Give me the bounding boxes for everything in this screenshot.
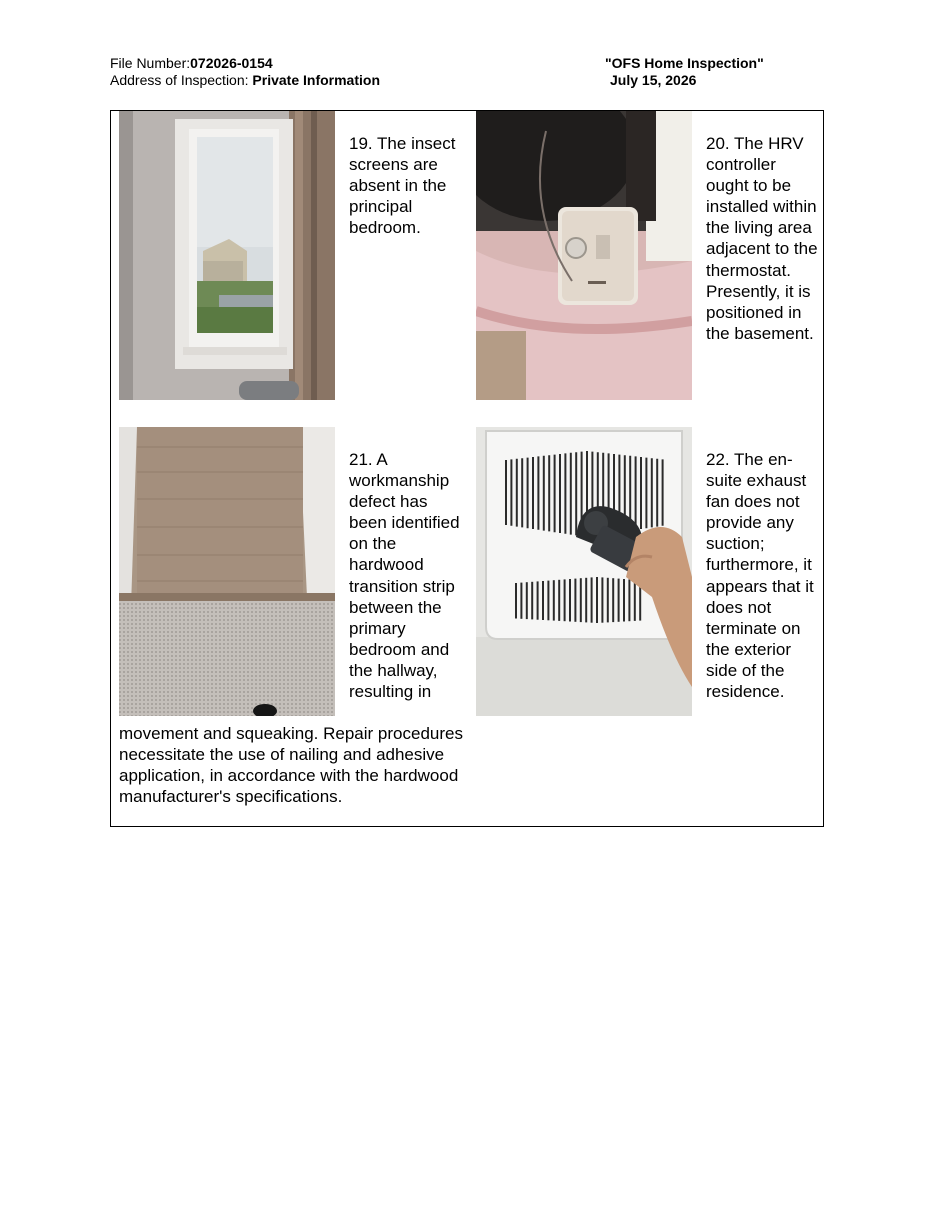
photo-window-bedroom: [119, 111, 335, 400]
finding-20-caption: 20. The HRV controller ought to be installed within the living area adjacent to the thermostat. Presently, it is positioned in the basement.: [706, 134, 818, 343]
finding-21-caption: 21. A workmanship defect has been identified on the hardwood transition strip between the primary bedroom and the hallway, resulting in: [349, 450, 460, 702]
address-label: Address of Inspection:: [110, 72, 253, 88]
address-line: [110, 72, 380, 89]
header-file-info: [110, 55, 380, 89]
photo-hrv-controller: [476, 111, 692, 400]
photo-exhaust-fan: [476, 427, 692, 716]
address: Private Information: [252, 72, 381, 88]
photo-hardwood-transition: [119, 427, 335, 716]
inspection-date: July 15, 2026: [610, 72, 697, 88]
finding-21-caption-continued: movement and squeaking. Repair procedures necessitate the use of nailing and adhesive application, in accordance with the hardwood manufacturer's specifications.: [119, 724, 463, 807]
finding-19-caption: 19. The insect screens are absent in the principal bedroom.: [349, 134, 456, 238]
file-number-label: File Number:: [110, 55, 191, 71]
company-name: "OFS Home Inspection": [605, 55, 764, 71]
file-number: 072026-0154: [190, 55, 273, 71]
header-company-info: [605, 55, 764, 89]
findings-table: [110, 110, 824, 827]
file-number-line: [110, 55, 380, 72]
finding-22-caption: 22. The en-suite exhaust fan does not provide any suction; furthermore, it appears that it does not terminate on the exterior side of the residence.: [706, 450, 814, 702]
